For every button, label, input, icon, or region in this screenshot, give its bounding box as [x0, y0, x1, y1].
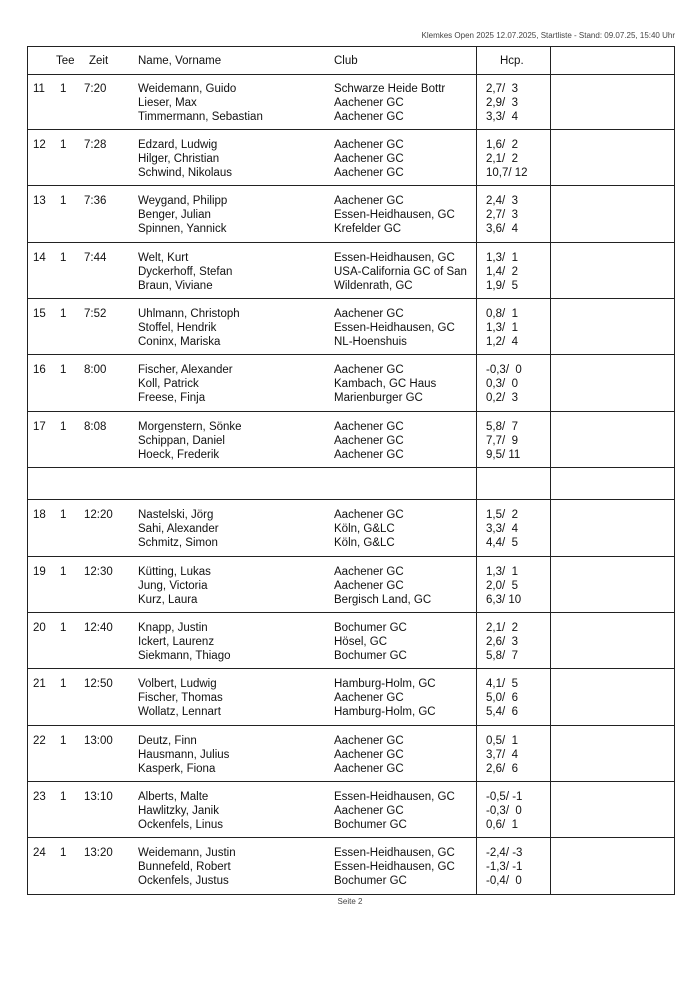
player-name: Uhlmann, Christoph — [138, 308, 240, 320]
tee-time: 13:20 — [84, 847, 113, 859]
player-name: Ickert, Laurenz — [138, 636, 215, 649]
player-handicap: 2,1/ 2 — [486, 153, 518, 166]
player-handicap: 3,3/ 4 — [486, 111, 518, 124]
player-name: Hausmann, Julius — [138, 749, 230, 762]
player-club: Bochumer GC — [334, 622, 407, 634]
player-club: Aachener GC — [334, 763, 404, 776]
player-handicap: 4,1/ 5 — [486, 678, 518, 690]
flight-number: 17 — [33, 421, 46, 433]
player-club: Aachener GC — [334, 97, 404, 110]
tee-time: 8:08 — [84, 421, 107, 433]
player-club: USA-California GC of San — [334, 266, 467, 279]
player-club: Aachener GC — [334, 735, 404, 747]
flight-number: 24 — [33, 847, 46, 859]
tee-time: 12:30 — [84, 566, 113, 578]
tee-number: 1 — [60, 678, 67, 690]
player-name: Weidemann, Guido — [138, 83, 237, 95]
player-club: Aachener GC — [334, 449, 404, 462]
tee-time: 12:20 — [84, 509, 113, 521]
player-handicap: 1,6/ 2 — [486, 139, 518, 151]
flight-number: 18 — [33, 509, 46, 521]
column-header-hcp: Hcp. — [500, 55, 524, 67]
player-club: Bochumer GC — [334, 650, 407, 663]
player-club: Essen-Heidhausen, GC — [334, 861, 455, 874]
tee-number: 1 — [60, 83, 67, 95]
group-divider — [28, 354, 674, 355]
player-club: Köln, G&LC — [334, 537, 395, 550]
player-club: Aachener GC — [334, 692, 404, 705]
player-handicap: 2,7/ 3 — [486, 209, 518, 222]
flight-number: 23 — [33, 791, 46, 803]
player-club: Aachener GC — [334, 435, 404, 448]
player-club: Essen-Heidhausen, GC — [334, 252, 455, 264]
group-divider — [28, 129, 674, 130]
player-name: Lieser, Max — [138, 97, 197, 110]
player-name: Wollatz, Lennart — [138, 706, 221, 719]
player-name: Bunnefeld, Robert — [138, 861, 231, 874]
player-handicap: 10,7/ 12 — [486, 167, 528, 180]
player-name: Hilger, Christian — [138, 153, 220, 166]
tee-number: 1 — [60, 622, 67, 634]
player-name: Coninx, Mariska — [138, 336, 221, 349]
group-divider — [28, 185, 674, 186]
player-club: Wildenrath, GC — [334, 280, 413, 293]
player-name: Benger, Julian — [138, 209, 211, 222]
player-name: Knapp, Justin — [138, 622, 208, 634]
player-club: Aachener GC — [334, 580, 404, 593]
player-name: Siekmann, Thiago — [138, 650, 231, 663]
player-club: Kambach, GC Haus — [334, 378, 437, 391]
player-club: Aachener GC — [334, 509, 404, 521]
tee-number: 1 — [60, 308, 67, 320]
group-divider — [28, 411, 674, 412]
flight-number: 13 — [33, 195, 46, 207]
player-club: Köln, G&LC — [334, 523, 395, 536]
player-club: Aachener GC — [334, 139, 404, 151]
player-name: Volbert, Ludwig — [138, 678, 217, 690]
tee-time: 7:28 — [84, 139, 107, 151]
player-name: Hawlitzky, Janik — [138, 805, 219, 818]
player-name: Nastelski, Jörg — [138, 509, 214, 521]
player-handicap: 0,6/ 1 — [486, 819, 518, 832]
player-club: Essen-Heidhausen, GC — [334, 791, 455, 803]
flight-number: 20 — [33, 622, 46, 634]
tee-time: 13:00 — [84, 735, 113, 747]
player-handicap: -1,3/ -1 — [486, 861, 523, 874]
flight-number: 16 — [33, 364, 46, 376]
player-club: Aachener GC — [334, 805, 404, 818]
tee-time: 7:20 — [84, 83, 107, 95]
player-club: Hamburg-Holm, GC — [334, 678, 436, 690]
player-handicap: 5,8/ 7 — [486, 650, 518, 663]
group-divider — [28, 242, 674, 243]
flight-number: 15 — [33, 308, 46, 320]
player-name: Schippan, Daniel — [138, 435, 225, 448]
player-name: Jung, Victoria — [138, 580, 208, 593]
player-handicap: 2,6/ 6 — [486, 763, 518, 776]
player-handicap: 3,7/ 4 — [486, 749, 518, 762]
group-divider — [28, 467, 674, 468]
flight-number: 21 — [33, 678, 46, 690]
player-club: Bochumer GC — [334, 819, 407, 832]
player-handicap: 0,2/ 3 — [486, 392, 518, 405]
player-handicap: -0,3/ 0 — [486, 364, 522, 376]
player-club: Hösel, GC — [334, 636, 388, 649]
player-name: Spinnen, Yannick — [138, 223, 227, 236]
tee-number: 1 — [60, 847, 67, 859]
player-handicap: 5,0/ 6 — [486, 692, 518, 705]
page-number: Seite 2 — [337, 897, 363, 906]
player-name: Stoffel, Hendrik — [138, 322, 217, 335]
flight-number: 19 — [33, 566, 46, 578]
player-name: Weygand, Philipp — [138, 195, 228, 207]
group-divider — [28, 837, 674, 838]
player-handicap: 1,2/ 4 — [486, 336, 518, 349]
tee-number: 1 — [60, 364, 67, 376]
player-handicap: -2,4/ -3 — [486, 847, 523, 859]
player-name: Alberts, Malte — [138, 791, 209, 803]
player-club: Aachener GC — [334, 364, 404, 376]
player-club: Aachener GC — [334, 566, 404, 578]
player-club: Essen-Heidhausen, GC — [334, 209, 455, 222]
tee-time: 7:36 — [84, 195, 107, 207]
player-handicap: 2,0/ 5 — [486, 580, 518, 593]
player-handicap: 9,5/ 11 — [486, 449, 521, 462]
group-divider — [28, 556, 674, 557]
group-divider — [28, 499, 674, 500]
player-handicap: 2,9/ 3 — [486, 97, 518, 110]
player-club: Bochumer GC — [334, 875, 407, 888]
player-club: NL-Hoenshuis — [334, 336, 407, 349]
player-name: Kasperk, Fiona — [138, 763, 216, 776]
tee-time: 12:40 — [84, 622, 113, 634]
player-name: Hoeck, Frederik — [138, 449, 220, 462]
player-handicap: 3,6/ 4 — [486, 223, 518, 236]
tee-time: 8:00 — [84, 364, 107, 376]
player-club: Aachener GC — [334, 308, 404, 320]
player-name: Welt, Kurt — [138, 252, 189, 264]
player-handicap: -0,4/ 0 — [486, 875, 522, 888]
column-header-time: Zeit — [89, 55, 109, 67]
tee-time: 7:44 — [84, 252, 107, 264]
player-name: Ockenfels, Linus — [138, 819, 224, 832]
tee-time: 13:10 — [84, 791, 113, 803]
player-club: Aachener GC — [334, 195, 404, 207]
group-divider — [28, 725, 674, 726]
tee-number: 1 — [60, 735, 67, 747]
tee-number: 1 — [60, 791, 67, 803]
tee-number: 1 — [60, 195, 67, 207]
tee-number: 1 — [60, 139, 67, 151]
player-handicap: 2,6/ 3 — [486, 636, 518, 649]
player-handicap: 2,7/ 3 — [486, 83, 518, 95]
flight-number: 11 — [33, 83, 45, 95]
player-handicap: 5,8/ 7 — [486, 421, 518, 433]
player-name: Braun, Viviane — [138, 280, 213, 293]
player-name: Dyckerhoff, Stefan — [138, 266, 233, 279]
player-handicap: 1,9/ 5 — [486, 280, 518, 293]
player-name: Deutz, Finn — [138, 735, 197, 747]
player-name: Fischer, Alexander — [138, 364, 233, 376]
flight-number: 22 — [33, 735, 46, 747]
column-header-name: Name, Vorname — [138, 55, 222, 67]
column-divider — [476, 47, 477, 894]
player-name: Schmitz, Simon — [138, 537, 218, 550]
player-club: Essen-Heidhausen, GC — [334, 847, 455, 859]
tee-time: 7:52 — [84, 308, 107, 320]
player-name: Morgenstern, Sönke — [138, 421, 242, 433]
player-name: Ockenfels, Justus — [138, 875, 229, 888]
player-handicap: 0,5/ 1 — [486, 735, 518, 747]
player-club: Aachener GC — [334, 111, 404, 124]
player-name: Weidemann, Justin — [138, 847, 236, 859]
player-handicap: 0,8/ 1 — [486, 308, 518, 320]
player-club: Aachener GC — [334, 167, 404, 180]
group-divider — [28, 298, 674, 299]
tee-number: 1 — [60, 252, 67, 264]
tee-number: 1 — [60, 421, 67, 433]
player-club: Schwarze Heide Bottr — [334, 83, 446, 95]
player-name: Sahi, Alexander — [138, 523, 219, 536]
player-handicap: 1,3/ 1 — [486, 252, 518, 264]
player-club: Marienburger GC — [334, 392, 423, 405]
tee-time: 12:50 — [84, 678, 113, 690]
tee-number: 1 — [60, 566, 67, 578]
player-club: Aachener GC — [334, 153, 404, 166]
player-handicap: 4,4/ 5 — [486, 537, 518, 550]
flight-number: 14 — [33, 252, 46, 264]
player-club: Hamburg-Holm, GC — [334, 706, 436, 719]
player-handicap: 1,4/ 2 — [486, 266, 518, 279]
player-name: Kurz, Laura — [138, 594, 198, 607]
column-header-club: Club — [334, 55, 358, 67]
player-handicap: 3,3/ 4 — [486, 523, 518, 536]
flight-number: 12 — [33, 139, 46, 151]
player-club: Essen-Heidhausen, GC — [334, 322, 455, 335]
player-name: Fischer, Thomas — [138, 692, 223, 705]
player-handicap: -0,5/ -1 — [486, 791, 523, 803]
player-name: Timmermann, Sebastian — [138, 111, 263, 124]
group-divider — [28, 612, 674, 613]
player-handicap: 2,4/ 3 — [486, 195, 518, 207]
player-handicap: 1,3/ 1 — [486, 566, 518, 578]
group-divider — [28, 668, 674, 669]
player-club: Aachener GC — [334, 749, 404, 762]
header-divider — [28, 74, 674, 75]
player-handicap: 2,1/ 2 — [486, 622, 518, 634]
document-header-line: Klemkes Open 2025 12.07.2025, Startliste - Stand: 09.07.25, 15:40 Uhr — [421, 31, 675, 40]
player-handicap: 7,7/ 9 — [486, 435, 518, 448]
player-club: Aachener GC — [334, 421, 404, 433]
player-handicap: 6,3/ 10 — [486, 594, 522, 607]
player-name: Kütting, Lukas — [138, 566, 211, 578]
player-name: Freese, Finja — [138, 392, 206, 405]
column-divider — [550, 47, 551, 894]
player-club: Bergisch Land, GC — [334, 594, 432, 607]
player-handicap: 1,3/ 1 — [486, 322, 518, 335]
tee-number: 1 — [60, 509, 67, 521]
column-header-tee: Tee — [56, 55, 75, 67]
player-handicap: 5,4/ 6 — [486, 706, 518, 719]
player-handicap: 1,5/ 2 — [486, 509, 518, 521]
player-name: Schwind, Nikolaus — [138, 167, 232, 180]
start-list-table — [27, 46, 675, 895]
player-handicap: 0,3/ 0 — [486, 378, 518, 391]
player-handicap: -0,3/ 0 — [486, 805, 522, 818]
player-club: Krefelder GC — [334, 223, 402, 236]
player-name: Koll, Patrick — [138, 378, 199, 391]
group-divider — [28, 781, 674, 782]
player-name: Edzard, Ludwig — [138, 139, 218, 151]
